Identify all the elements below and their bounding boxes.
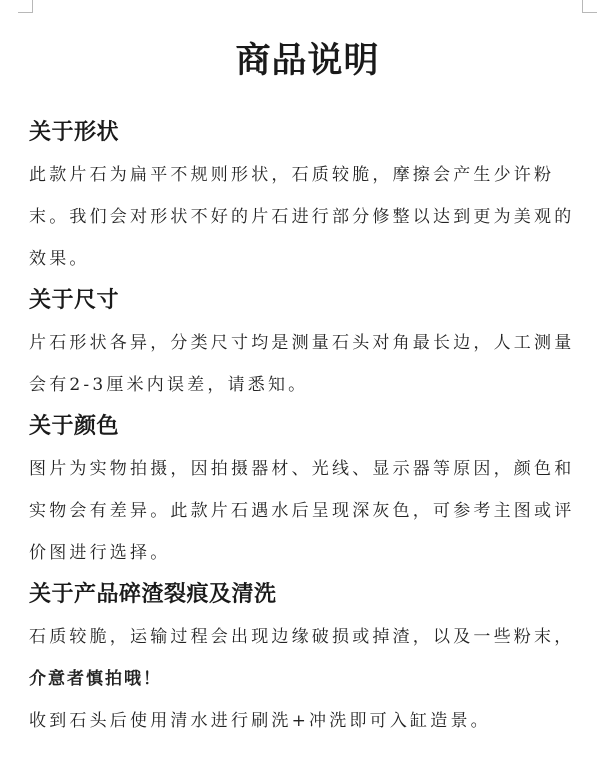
document-title: 商品说明 — [235, 41, 380, 81]
caution-note: 介意者慎拍哦！ — [29, 669, 162, 689]
section-shape — [29, 112, 589, 280]
page-corner-mark — [18, 0, 33, 13]
section-heading-color: 关于颜色 — [29, 414, 120, 439]
section-text-shape: 此款片石为扁平不规则形状，石质较脆，摩擦会产生少许粉末。我们会对形状不好的片石进行部分修整以达到更为美观的效果。 — [29, 165, 575, 269]
section-text-size: 片石形状各异，分类尺寸均是测量石头对角最长边，人工测量会有2-3厘米内误差，请悉知。 — [29, 333, 575, 395]
section-damage-cleaning — [29, 574, 589, 742]
section-color — [29, 406, 589, 574]
section-text-damage: 石质较脆，运输过程会出现边缘破损或掉渣，以及一些粉末， — [29, 627, 575, 647]
document-body — [29, 112, 589, 742]
section-heading-size: 关于尺寸 — [29, 288, 120, 313]
page-corner-mark — [582, 0, 597, 13]
section-text-cleaning: 收到石头后使用清水进行刷洗+冲洗即可入缸造景。 — [29, 711, 491, 731]
section-text-color: 图片为实物拍摄，因拍摄器材、光线、显示器等原因，颜色和实物会有差异。此款片石遇水后呈现深灰色，可参考主图或评价图进行选择。 — [29, 459, 575, 563]
section-heading-shape: 关于形状 — [29, 120, 120, 145]
section-heading-damage-cleaning: 关于产品碎渣裂痕及清洗 — [29, 582, 277, 607]
section-size — [29, 280, 589, 406]
